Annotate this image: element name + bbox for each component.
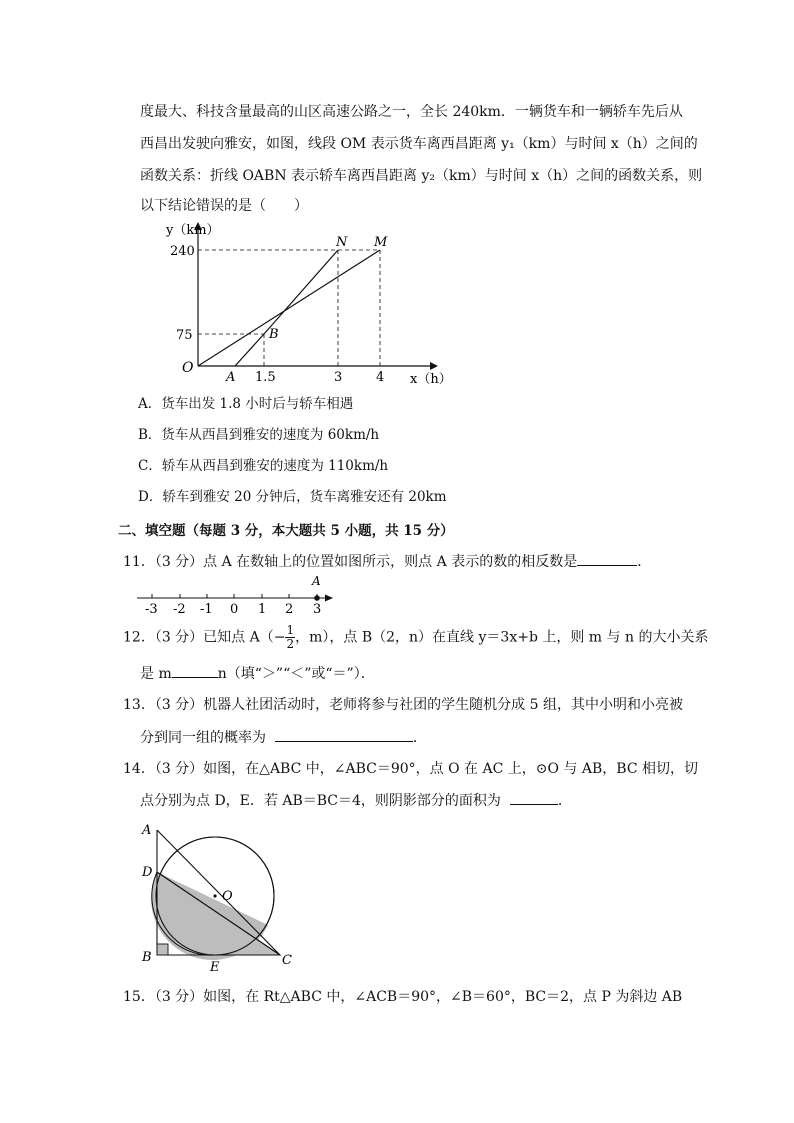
label-B: B [142,950,152,965]
right-angle-mark [157,944,168,955]
tick-label: 2 [285,602,294,616]
q12-text-line-2: 是 m n（填“＞”“＜”或“＝”）． [140,663,375,684]
x-axis-label: x（h） [410,372,452,387]
q14-text-line-1: 14．（3 分）如图，在△ABC 中，∠ABC＝90°，点 O 在 AC 上，⊙O 与 AB，BC 相切，切 [123,761,698,777]
label-E: E [210,960,220,975]
q12-answer-blank [172,663,218,678]
point-A-label: A [226,370,236,385]
q13-answer-blank [275,727,413,742]
x-tick-3: 3 [334,370,343,385]
q11-answer-blank [577,551,637,566]
y-tick-75: 75 [176,328,193,343]
fraction-one-half: $\frac{1}{2}$ [286,623,295,651]
label-D: D [142,865,153,880]
y-tick-240: 240 [170,244,195,259]
section-2-heading: 二、填空题（每题 3 分，本大题共 5 小题，共 15 分） [118,523,454,539]
point-N-label: N [336,235,348,250]
tick-label: 0 [230,602,239,616]
q10-text-line-4: 以下结论错误的是（ ） [140,198,308,214]
label-C: C [282,953,292,968]
tick-label: -2 [173,602,186,616]
q11-text: 11．（3 分）点 A 在数轴上的位置如图所示，则点 A 表示的数的相反数是 ． [123,551,651,572]
segment-OM [198,250,380,366]
label-A: A [142,823,152,838]
q13-text-line-1: 13．（3 分）机器人社团活动时，老师将参与社团的学生随机分成 5 组，其中小明和小亮被 [123,697,683,713]
y-axis-label: y（km） [166,223,220,238]
tick-label: -3 [145,602,158,616]
point-B-label: B [269,327,279,342]
q10-text-line-3: 函数关系：折线 OABN 表示轿车离西昌距离 y₂（km）与时间 x（h）之间的函数关系，则 [140,168,703,184]
q15-text-line-1: 15．（3 分）如图，在 Rt△ABC 中，∠ACB＝90°，∠B＝60°，BC＝2，点 P 为斜边 AB [123,989,683,1005]
q10-function-graph [160,220,460,390]
q10-option-a: A．货车出发 1.8 小时后与轿车相遇 [138,396,354,412]
tick-label: -1 [200,602,213,616]
q10-text-line-1: 度最大、科技含量最高的山区高速公路之一，全长 240km．一辆货车和一辆轿车先后从 [140,104,683,120]
q10-option-b: B．货车从西昌到雅安的速度为 60km/h [138,427,380,443]
tick-label: 3 [313,602,322,616]
q14-text-line-2: 点分别为点 D，E．若 AB＝BC＝4，则阴影部分的面积为 ． [140,790,572,811]
origin-label: O [182,360,194,376]
point-M-label: M [374,235,388,250]
q14-geometry-figure [138,818,308,978]
q10-text-line-2: 西昌出发驶向雅安，如图，线段 OM 表示货车离西昌距离 y₁（km）与时间 x（h）之间的 [140,136,698,152]
x-tick-1.5: 1.5 [255,370,276,385]
q10-option-d: D．轿车到雅安 20 分钟后，货车离雅安还有 20km [138,489,447,505]
point-A-dot [314,595,320,601]
number-line-A-label: A [312,574,321,588]
x-tick-4: 4 [376,370,385,385]
tick-label: 1 [258,602,267,616]
q14-answer-blank [510,790,558,805]
q10-option-c: C．轿车从西昌到雅安的速度为 110km/h [138,458,389,474]
polyline-ABN [235,250,338,366]
label-O: O [222,889,233,904]
q12-text-line-1: 12．（3 分）已知点 A（− $\frac{1}{2}$ ，m），点 B（2，n）在直线 y＝3x+b 上，则 m 与 n 的大小关系 [123,623,709,651]
q11-number-line [135,572,345,616]
q13-text-line-2: 分到同一组的概率为 ． [140,727,427,748]
